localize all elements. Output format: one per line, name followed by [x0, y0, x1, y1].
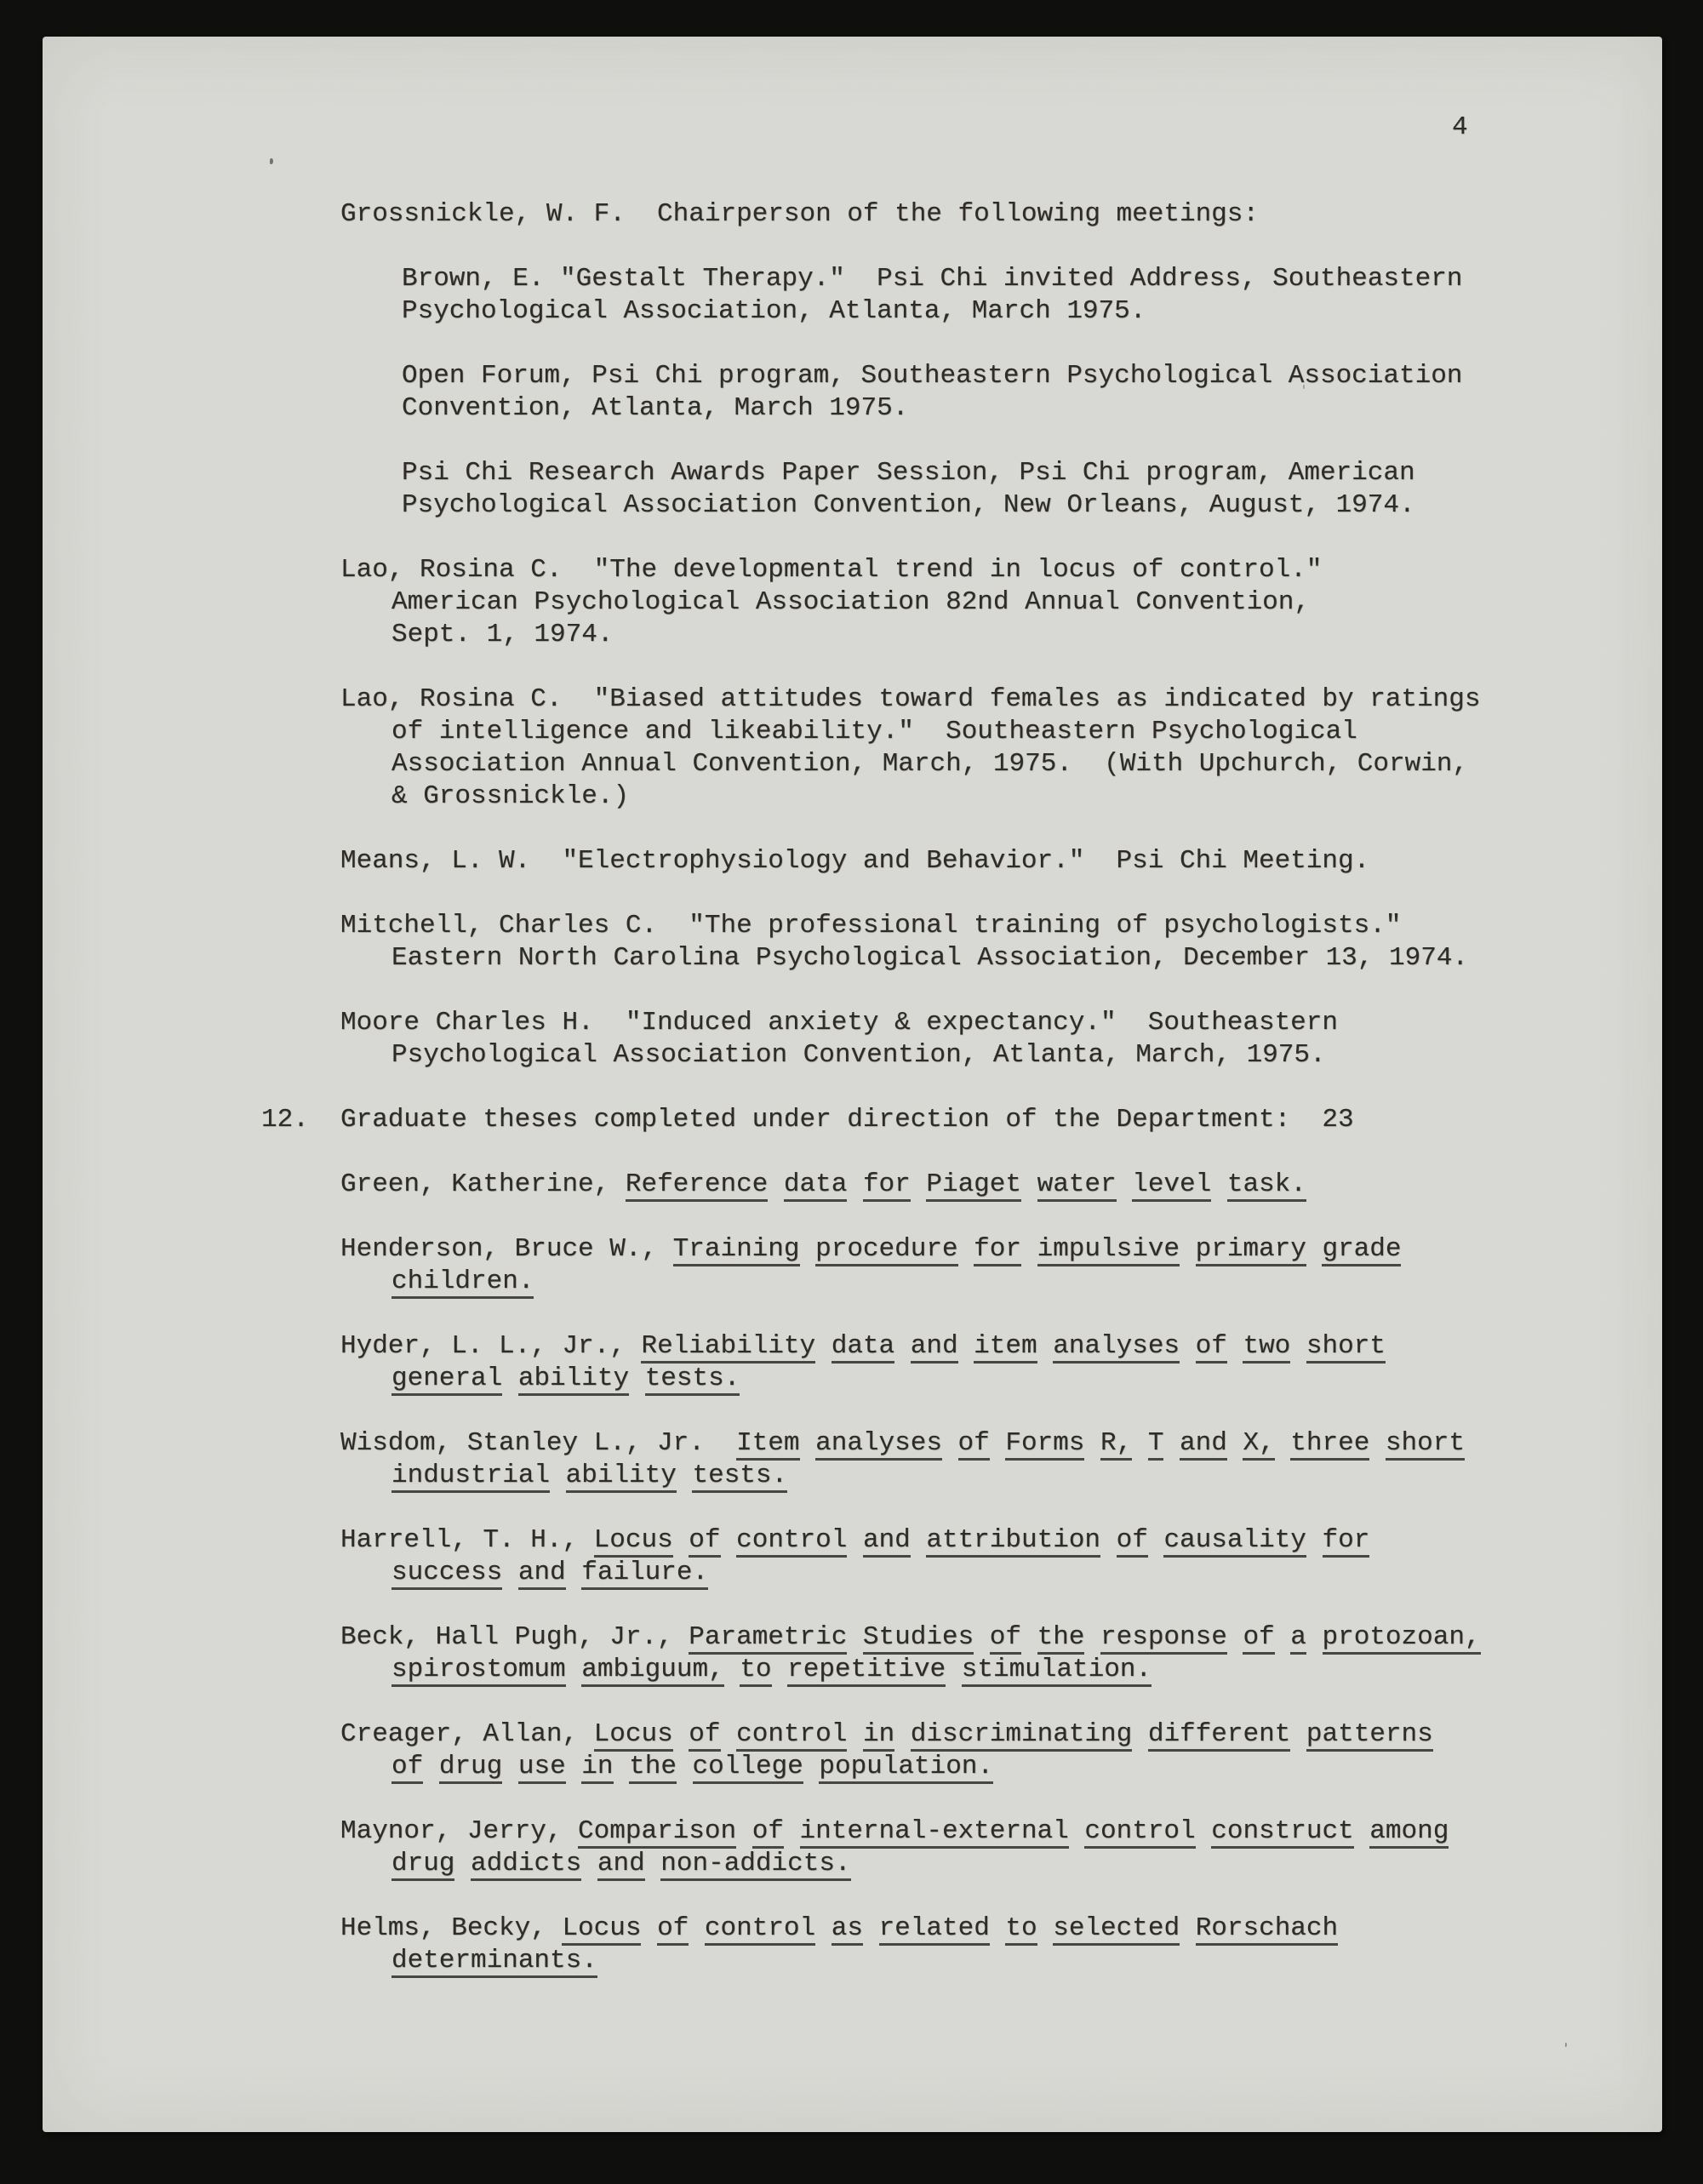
text-line: Grossnickle, W. F. Chairperson of the following meetings:: [340, 199, 1259, 229]
thesis-beck: [340, 1621, 1617, 1686]
text-line: Brown, E. "Gestalt Therapy." Psi Chi invited Address, Southeastern: [402, 264, 1463, 294]
text-line: success and failure.: [340, 1557, 1617, 1589]
text-line: drug addicts and non-addicts.: [340, 1848, 1617, 1880]
entry-lao-developmental: [340, 554, 1617, 651]
entry-psi-chi-research-awards: [340, 457, 1617, 522]
text-line: Sept. 1, 1974.: [391, 620, 614, 649]
text-line: Means, L. W. "Electrophysiology and Behavior." Psi Chi Meeting.: [340, 846, 1370, 876]
scanned-page: [43, 37, 1662, 2132]
thesis-harrell: [340, 1524, 1617, 1589]
text-line: Harrell, T. H., Locus of control and attribution of causality for: [340, 1524, 1617, 1557]
thesis-wisdom: [340, 1427, 1617, 1492]
text-line: Psychological Association Convention, Atlanta, March, 1975.: [391, 1040, 1326, 1070]
text-line: of drug use in the college population.: [340, 1751, 1617, 1783]
thesis-green: [340, 1169, 1617, 1201]
scan-specks: [270, 158, 273, 164]
text-line: general ability tests.: [340, 1363, 1617, 1395]
entry-means-electrophysiology: [340, 845, 1617, 878]
text-line: Maynor, Jerry, Comparison of internal-external control construct among: [340, 1815, 1617, 1848]
thesis-hyder: [340, 1330, 1617, 1395]
text-line: Wisdom, Stanley L., Jr. Item analyses of Forms R, T and X, three short: [340, 1427, 1617, 1460]
entry-lao-biased-attitudes: [340, 683, 1617, 813]
text-line: Association Annual Convention, March, 1975. (With Upchurch, Corwin,: [391, 749, 1469, 779]
entry-brown-gestalt: [340, 263, 1617, 328]
text-line: children.: [340, 1266, 1617, 1298]
text-line: Moore Charles H. "Induced anxiety & expectancy." Southeastern: [340, 1008, 1338, 1038]
text-line: spirostomum ambiguum, to repetitive stimulation.: [340, 1654, 1617, 1686]
text-line: Mitchell, Charles C. "The professional training of psychologists.": [340, 911, 1402, 940]
text-line: American Psychological Association 82nd Annual Convention,: [391, 587, 1310, 617]
text-line: Eastern North Carolina Psychological Association, December 13, 1974.: [391, 943, 1469, 973]
text-line: Beck, Hall Pugh, Jr., Parametric Studies of the response of a protozoan,: [340, 1621, 1617, 1654]
text-line: Helms, Becky, Locus of control as related to selected Rorschach: [340, 1912, 1617, 1945]
item-12-graduate-theses: [261, 1104, 1617, 1136]
text-line: Open Forum, Psi Chi program, Southeastern Psychological Association: [402, 361, 1463, 391]
page-number: 4: [1452, 112, 1468, 142]
item-12-graduate-theses-number: 12.: [261, 1105, 309, 1135]
text-line: Convention, Atlanta, March 1975.: [402, 393, 909, 423]
text-line: of intelligence and likeability." Southeastern Psychological: [391, 717, 1357, 746]
text-line: & Grossnickle.): [391, 781, 630, 811]
text-line: Green, Katherine, Reference data for Piaget water level task.: [340, 1169, 1617, 1201]
thesis-helms: [340, 1912, 1617, 1977]
text-line: Psi Chi Research Awards Paper Session, Psi Chi program, American: [402, 458, 1415, 488]
text-line: Psychological Association Convention, New Orleans, August, 1974.: [402, 490, 1415, 520]
entry-moore-induced-anxiety: [340, 1007, 1617, 1072]
entry-grossnickle-chair: [340, 198, 1617, 231]
text-line: industrial ability tests.: [340, 1460, 1617, 1492]
text-line: Psychological Association, Atlanta, March 1975.: [402, 296, 1146, 326]
thesis-creager: [340, 1718, 1617, 1783]
text-line: Henderson, Bruce W., Training procedure for impulsive primary grade: [340, 1233, 1617, 1266]
document-body: [261, 198, 1617, 2010]
text-line: Hyder, L. L., Jr., Reliability data and item analyses of two short: [340, 1330, 1617, 1363]
entry-open-forum: [340, 360, 1617, 425]
thesis-henderson: [340, 1233, 1617, 1298]
text-line: Lao, Rosina C. "The developmental trend in locus of control.": [340, 555, 1323, 585]
text-line: determinants.: [340, 1945, 1617, 1977]
text-line: Lao, Rosina C. "Biased attitudes toward females as indicated by ratings: [340, 684, 1481, 714]
text-line: Creager, Allan, Locus of control in discriminating different patterns: [340, 1718, 1617, 1751]
thesis-maynor: [340, 1815, 1617, 1880]
text-line: Graduate theses completed under direction of the Department: 23: [340, 1105, 1354, 1135]
entry-mitchell-professional-training: [340, 910, 1617, 975]
